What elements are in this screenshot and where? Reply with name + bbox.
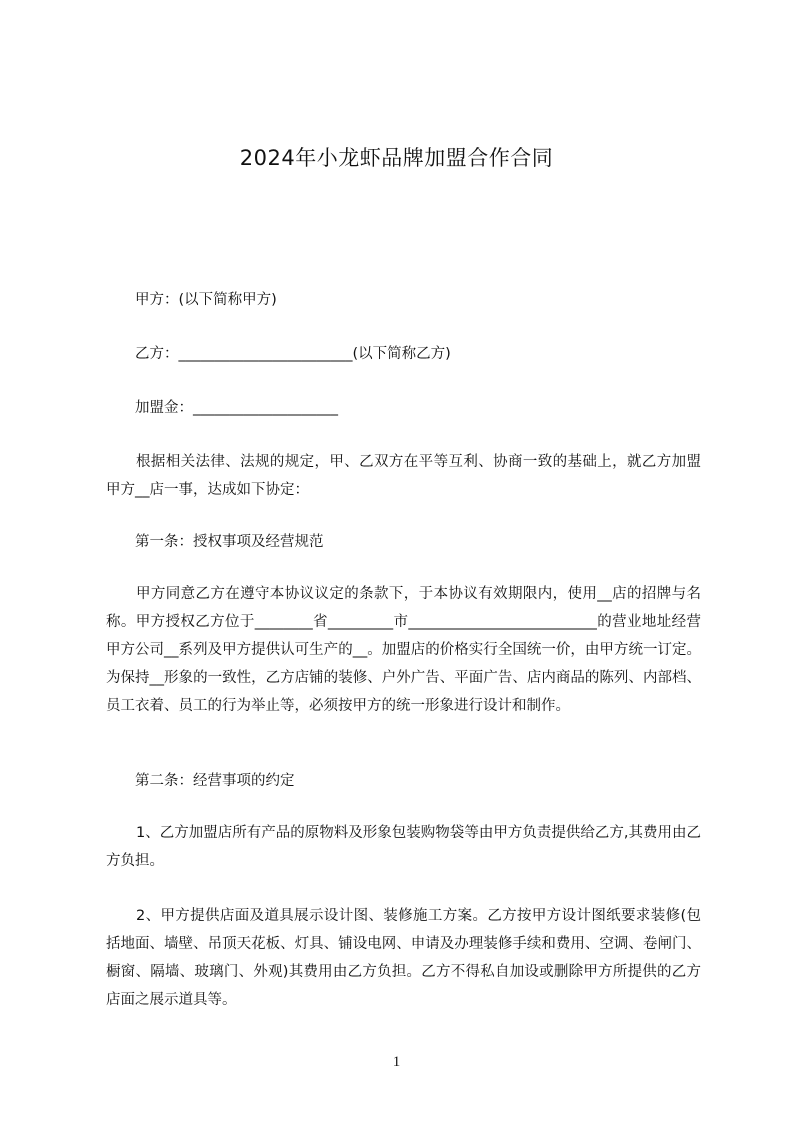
article-2-item-1: 1、乙方加盟店所有产品的原物料及形象包装购物袋等由甲方负责提供给乙方,其费用由乙方负担。 [106,825,701,869]
article-1-heading: 第一条：授权事项及经营规范 [135,534,324,550]
article-2-heading: 第二条：经营事项的约定 [135,773,295,789]
preamble-paragraph: 根据相关法律、法规的规定，甲、乙双方在平等互利、协商一致的基础上，就乙方加盟甲方__店一事，达成如下协定： [106,454,701,498]
document-title: 2024年小龙虾品牌加盟合作合同 [239,146,554,170]
article-1-body: 甲方同意乙方在遵守本协议议定的条款下，于本协议有效期限内，使用__店的招牌与名称。甲方授权乙方位于________省_________市__________________________的营业地址经营甲方公司__系列及甲方提供认可生产的__。加盟店的价格实行全国统一价，由甲方统一订定。为保持__形象的一致性，乙方店铺的装修、户外广告、平面广告、店内商品的陈列、内部档、员工衣着、员工的行为举止等，必须按甲方的统一形象进行设计和制作。 [106,586,701,714]
party-a-line: 甲方：(以下简称甲方) [135,292,277,308]
article-2-item-2: 2、甲方提供店面及道具展示设计图、装修施工方案。乙方按甲方设计图纸要求装修(包括地面、墙壁、吊顶天花板、灯具、铺设电网、申请及办理装修手续和费用、空调、卷闸门、橱窗、隔墙、玻璃门、外观)其费用由乙方负担。乙方不得私自加设或删除甲方所提供的乙方店面之展示道具等。 [106,908,701,1008]
page-number: 1 [392,1054,401,1070]
party-b-line: 乙方：________________________(以下简称乙方) [135,346,451,362]
franchise-fee-line: 加盟金：____________________ [135,400,338,416]
